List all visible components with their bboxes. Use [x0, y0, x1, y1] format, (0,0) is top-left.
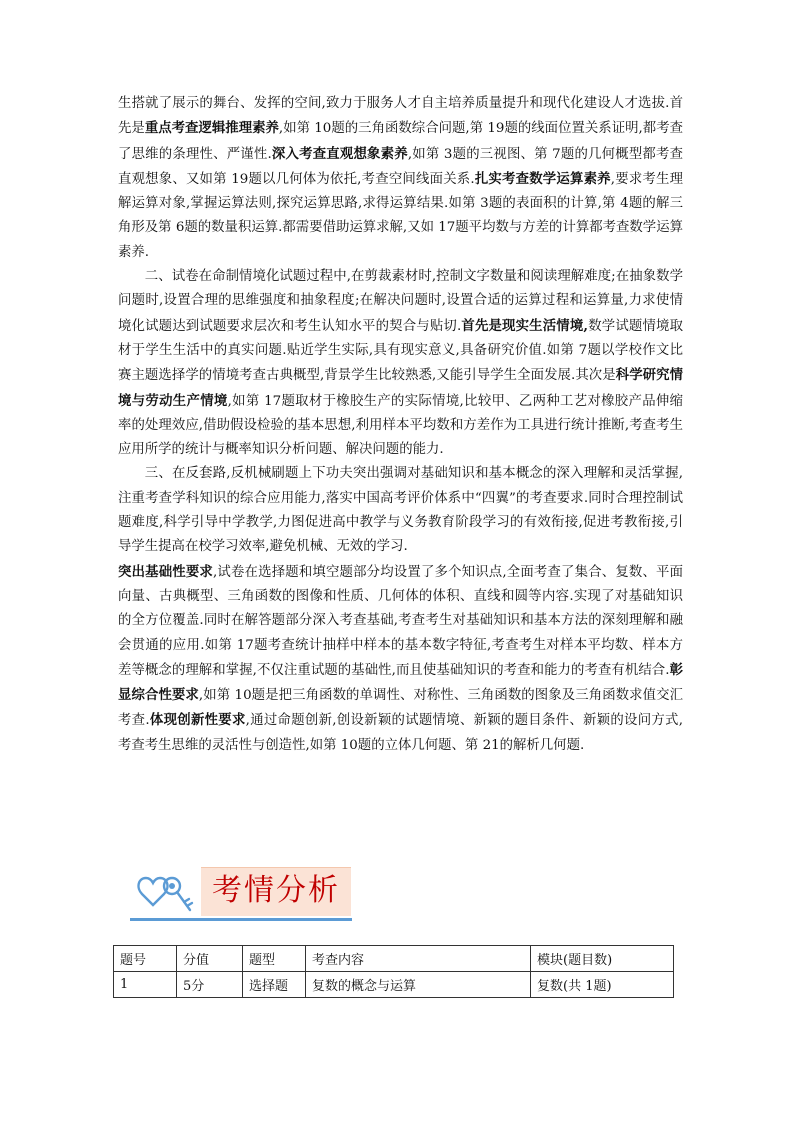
- header-cell: 题号: [114, 946, 177, 972]
- text-run: 二、试卷在命制情境化试题过程中,在剪裁素材时,控制文字数量和阅读理解难度;在抽象数学问题时,设置合理的思维强度和抽象程度;在解决问题时,设置合适的运算过程和运算量,力求使情境化试题达到试题要求层次和考生认知水平的契合与贴切.: [118, 269, 683, 334]
- table-cell: 5分: [177, 972, 243, 998]
- section-banner: [130, 862, 355, 924]
- table-header-row: [114, 946, 674, 972]
- text-run: ,如第 3题的三视图、第 7题的几何概型都考查直观想象、又如第 19题以几何体为依托,考查空间线面关系.: [118, 146, 683, 187]
- document-body: [118, 92, 683, 758]
- text-run: ,试卷在选择题和填空题部分均设置了多个知识点,全面考查了集合、复数、平面向量、古典概型、三角函数的图像和性质、几何体的体积、直线和圆等内容.实现了对基础知识的全方位覆盖.同时在解答题部分深入考查基础,考查考生对基础知识和基本方法的深刻理解和融会贯通的应用.如第 17题考查统计抽样中样本的基本数字特征,考查考生对样本平均数、样本方差等概念的理解和掌握,不仅注重试题的基础性,而且使基础知识的考查和能力的考查有机结合.: [118, 564, 683, 678]
- text-run: ,如第 17题取材于橡胶生产的实际情境,比较甲、乙两种工艺对橡胶产品伸缩率的处理效应,借助假设检验的基本思想,利用样本平均数和方差作为工具进行统计推断,考查考生应用所学的统计与概率知识分析问题、解决问题的能力.: [118, 393, 683, 458]
- table-row: [114, 972, 674, 998]
- bold-phrase: 突出基础性要求: [118, 563, 213, 580]
- text-run: ,要求考生理解运算对象,掌握运算法则,探究运算思路,求得运算结果.如第 3题的表面积的计算,第 4题的解三角形及第 6题的数量积运算.都需要借助运算求解,又如 17题平均数与方差的计算都考查数学运算素养.: [118, 171, 684, 260]
- header-cell: 题型: [243, 946, 306, 972]
- bold-phrase: 扎实考查数学运算素养: [474, 170, 611, 187]
- bold-phrase: 彰显综合性要求: [118, 661, 683, 704]
- paragraph: [118, 265, 683, 462]
- bold-phrase: 科学研究情境与劳动生产情境: [118, 367, 683, 409]
- table-cell: 1: [114, 972, 177, 998]
- text-run: ,如第 10题是把三角函数的单调性、对称性、三角函数的图象及三角函数求值交汇考查.: [118, 688, 683, 729]
- bold-phrase: 体现创新性要求: [149, 712, 246, 729]
- text-run: ,通过命题创新,创设新颖的试题情境、新颖的题目条件、新颖的设问方式,考查考生思维的灵活性与创造性,如第 10题的立体几何题、第 21的解析几何题.: [118, 713, 683, 753]
- section-title: 考情分析: [212, 873, 340, 908]
- heart-key-icon: [134, 864, 200, 918]
- header-cell: 分值: [177, 946, 243, 972]
- header-cell: 考查内容: [306, 946, 531, 972]
- table-cell: 复数的概念与运算: [306, 972, 531, 998]
- bold-phrase: 深入考查直观想象素养: [271, 145, 408, 162]
- text-run: 数学试题情境取材于学生生活中的真实问题.贴近学生实际,具有现实意义,具备研究价值.如第 7题以学校作文比赛主题选择学的情境考查古典概型,背景学生比较熟悉,又能引导学生全面发展.其次是: [118, 318, 683, 384]
- paragraph: [118, 92, 683, 265]
- exam-analysis-table: [113, 945, 674, 998]
- paragraph-list: [118, 92, 683, 758]
- bold-phrase: 首先是现实生活情境,: [461, 317, 589, 334]
- table-cell: 复数(共 1题): [531, 972, 674, 998]
- text-run: ,如第 10题的三角函数综合问题,第 19题的线面位置关系证明,都考查了思维的条理性、严谨性.: [118, 121, 684, 162]
- table-cell: 选择题: [243, 972, 306, 998]
- text-run: 生搭就了展示的舞台、发挥的空间,致力于服务人才自主培养质量提升和现代化建设人才选拔.首先是: [118, 96, 683, 137]
- paragraph: [118, 462, 683, 559]
- text-run: 三、在反套路,反机械刷题上下功夫突出强调对基础知识和基本概念的深入理解和灵活掌握,注重考查学科知识的综合应用能力,落实中国高考评价体系中“四翼”的考查要求.同时合理控制试题难度,科学引导中学教学,力图促进高中教学与义务教育阶段学习的有效衔接,促进考教衔接,引导学生提高在校学习效率,避免机械、无效的学习.: [118, 466, 683, 555]
- header-cell: 模块(题目数): [531, 946, 674, 972]
- bold-phrase: 重点考查逻辑推理素养: [144, 120, 279, 137]
- section-underline: [130, 918, 352, 921]
- paragraph: [118, 560, 683, 758]
